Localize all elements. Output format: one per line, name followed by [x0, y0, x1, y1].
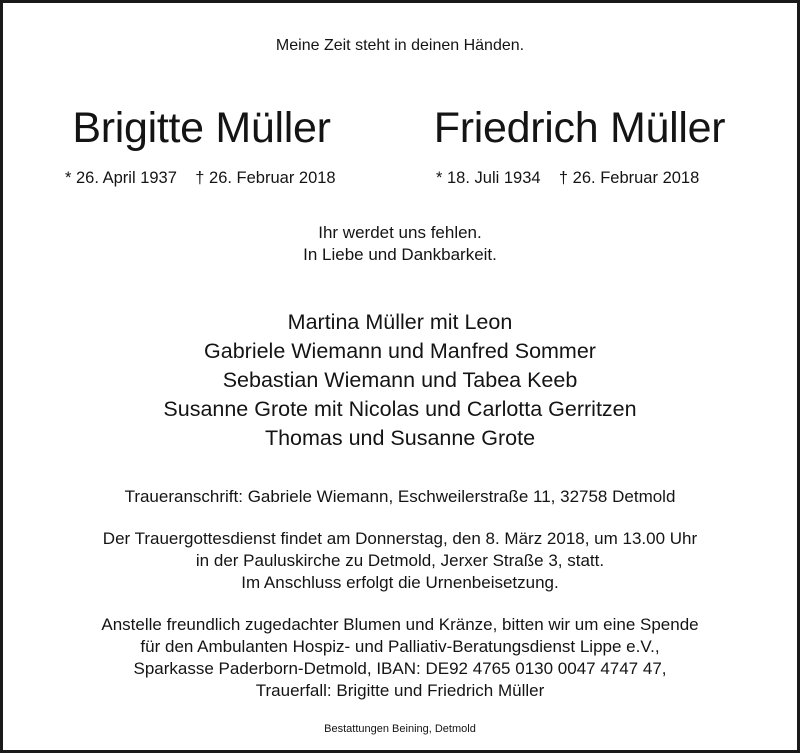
- death-date: † 26. Februar 2018: [195, 169, 336, 187]
- donation-line: Anstelle freundlich zugedachter Blumen und Kränze, bitten wir um eine Spende: [101, 615, 699, 634]
- service-line: Der Trauergottesdienst findet am Donnerstag, den 8. März 2018, um 13.00 Uhr: [102, 529, 698, 548]
- birth-date: * 26. April 1937: [65, 169, 177, 187]
- death-date: † 26. Februar 2018: [558, 169, 700, 187]
- family-member: Thomas und Susanne Grote: [264, 426, 536, 450]
- service-line: in der Pauluskirche zu Detmold, Jerxer Straße 3, statt.: [195, 551, 605, 570]
- service-line: Im Anschluss erfolgt die Urnenbeisetzung.: [241, 573, 559, 592]
- thanks-line: Ihr werdet uns fehlen.: [318, 223, 482, 242]
- donation-info: [3, 614, 797, 702]
- dates-friedrich: [436, 169, 699, 188]
- funeral-home-credit: Bestattungen Beining, Detmold: [324, 723, 476, 735]
- family-member: Susanne Grote mit Nicolas und Carlotta Gerritzen: [163, 397, 637, 421]
- family-member: Gabriele Wiemann und Manfred Sommer: [204, 339, 596, 363]
- donation-line: für den Ambulanten Hospiz- und Palliativ-Beratungsdienst Lippe e.V.,: [140, 637, 660, 656]
- deceased-name-brigitte: Brigitte Müller: [72, 104, 331, 152]
- deceased-name-friedrich: Friedrich Müller: [433, 104, 726, 152]
- motto: Meine Zeit steht in deinen Händen.: [275, 37, 525, 54]
- family-member: Sebastian Wiemann und Tabea Keeb: [222, 368, 578, 392]
- birth-date: * 18. Juli 1934: [436, 169, 541, 187]
- donation-line: Sparkasse Paderborn-Detmold, IBAN: DE92 4765 0130 0047 4747 47,: [133, 659, 667, 678]
- funeral-service-info: [3, 528, 797, 594]
- family-list: [3, 308, 797, 453]
- thanks-block: [3, 222, 797, 266]
- dates-brigitte: [65, 169, 336, 188]
- mourning-address: Traueranschrift: Gabriele Wiemann, Eschweilerstraße 11, 32758 Detmold: [124, 487, 676, 506]
- family-member: Martina Müller mit Leon: [287, 310, 513, 334]
- donation-line: Trauerfall: Brigitte und Friedrich Müller: [255, 681, 545, 700]
- thanks-line: In Liebe und Dankbarkeit.: [303, 245, 497, 264]
